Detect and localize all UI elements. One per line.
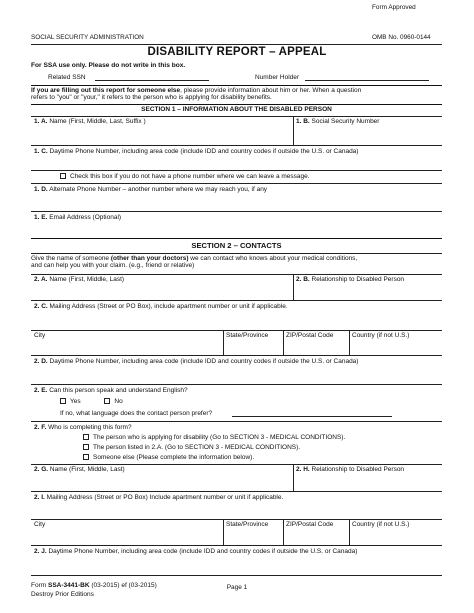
- page-number: Page 1: [226, 584, 248, 591]
- question-2e: 2. E. Can this person speak and understand English?: [34, 387, 188, 394]
- agency-name: SOCIAL SECURITY ADMINISTRATION: [31, 34, 144, 41]
- rule: [31, 238, 442, 239]
- field-2i[interactable]: 2. I. Mailing Address (Street or PO Box) Include apartment number or unit if applicable.: [34, 494, 284, 501]
- no-phone-checkbox[interactable]: [60, 173, 66, 179]
- form-number: Form SSA-3441-BK (03-2015) ef (03-2015): [31, 582, 157, 589]
- number-holder-label: Number Holder: [255, 74, 300, 81]
- field-2j[interactable]: 2. J. Daytime Phone Number, including area code (include IDD and country codes if outside the U.S. or Canada): [34, 548, 358, 555]
- row-2a-2b: [31, 274, 442, 300]
- option-contact: The person listed in 2.A. (Go to SECTION 3 - MEDICAL CONDITIONS).: [83, 444, 300, 451]
- form-title: DISABILITY REPORT – APPEAL: [147, 46, 327, 58]
- rule: [31, 253, 442, 254]
- someone-else-checkbox[interactable]: [83, 454, 89, 460]
- yes-checkbox[interactable]: [60, 398, 66, 404]
- english-options: Yes No: [60, 398, 123, 405]
- city-field[interactable]: City: [34, 521, 46, 528]
- section1-heading: SECTION 1 – INFORMATION ABOUT THE DISABLED PERSON: [141, 106, 332, 113]
- field-2c[interactable]: 2. C. Mailing Address (Street or PO Box), include apartment number or unit if applicable.: [34, 303, 288, 310]
- section1-top-rule: [31, 104, 442, 105]
- field-1b[interactable]: 1. B. Social Security Number: [296, 118, 380, 125]
- header-rule: [31, 44, 442, 45]
- field-2a[interactable]: 2. A. Name (First, Middle, Last): [34, 276, 125, 283]
- intro-text: If you are filling out this report for someone else, please provide information about him or her. When a question refers to "you" or "your," it refers to the person who is applying for disability benefits.: [31, 87, 362, 102]
- field-1c[interactable]: 1. C. Daytime Phone Number, including area code (include IDD and country codes if outside the U.S. or Canada): [34, 148, 359, 155]
- section2-intro: Give the name of someone (other than your doctors) we can contact who knows about your medical conditions, and can help you with your claim. (e.g., friend or relative): [31, 255, 358, 270]
- rule: [31, 575, 442, 576]
- row-1a-1b: [31, 116, 442, 145]
- state-field[interactable]: State/Province: [226, 332, 269, 339]
- field-1e[interactable]: 1. E. Email Address (Optional): [34, 214, 122, 221]
- contact-checkbox[interactable]: [83, 444, 89, 450]
- preferred-language-field[interactable]: [232, 410, 392, 417]
- question-2f: 2. F. Who is completing this form?: [34, 424, 132, 431]
- field-1d[interactable]: 1. D. Alternate Phone Number – another number where we may reach you, if any: [34, 186, 268, 193]
- preferred-language-label: If no, what language does the contact person prefer?: [60, 410, 213, 417]
- rule: [31, 170, 442, 171]
- omb-number: OMB No. 0960-0144: [372, 34, 431, 41]
- option-applicant: The person who is applying for disability (Go to SECTION 3 - MEDICAL CONDITIONS).: [83, 434, 345, 441]
- row-2g-2h: [31, 464, 442, 491]
- form-approved: Form Approved: [372, 4, 416, 11]
- country-field[interactable]: Country (if not U.S.): [352, 332, 410, 339]
- section2-heading: SECTION 2 – CONTACTS: [191, 241, 282, 250]
- applicant-checkbox[interactable]: [83, 434, 89, 440]
- field-2g[interactable]: 2. G. Name (First, Middle, Last): [34, 466, 125, 473]
- checkbox-no-phone-row: Check this box if you do not have a phone number where we can leave a message.: [60, 173, 310, 180]
- field-2h[interactable]: 2. H. Relationship to Disabled Person: [296, 466, 405, 473]
- zip-field[interactable]: ZIP/Postal Code: [286, 521, 334, 528]
- no-checkbox[interactable]: [104, 398, 110, 404]
- zip-field[interactable]: ZIP/Postal Code: [286, 332, 334, 339]
- state-field[interactable]: State/Province: [226, 521, 269, 528]
- field-2d[interactable]: 2. D. Daytime Phone Number, including area code (include IDD and country codes if outside the U.S. or Canada): [34, 358, 359, 365]
- rule: [31, 384, 442, 385]
- field-1a[interactable]: 1. A. Name (First, Middle, Last, Suffix ): [34, 118, 146, 125]
- intro-rule: [31, 85, 442, 86]
- country-field[interactable]: Country (if not U.S.): [352, 521, 410, 528]
- field-2b[interactable]: 2. B. Relationship to Disabled Person: [296, 276, 405, 283]
- ssa-use-notice: For SSA use only. Please do not write in this box.: [31, 62, 186, 69]
- number-holder-field[interactable]: [305, 74, 429, 81]
- destroy-notice: Destroy Prior Editions: [31, 591, 94, 598]
- rule: [31, 421, 442, 422]
- related-ssn-label: Related SSN: [48, 74, 86, 81]
- address-row-2c: [31, 330, 442, 355]
- option-someone-else: Someone else (Please complete the information below).: [83, 454, 254, 461]
- related-ssn-field[interactable]: [95, 74, 209, 81]
- address-row-2i: [31, 519, 442, 545]
- city-field[interactable]: City: [34, 332, 46, 339]
